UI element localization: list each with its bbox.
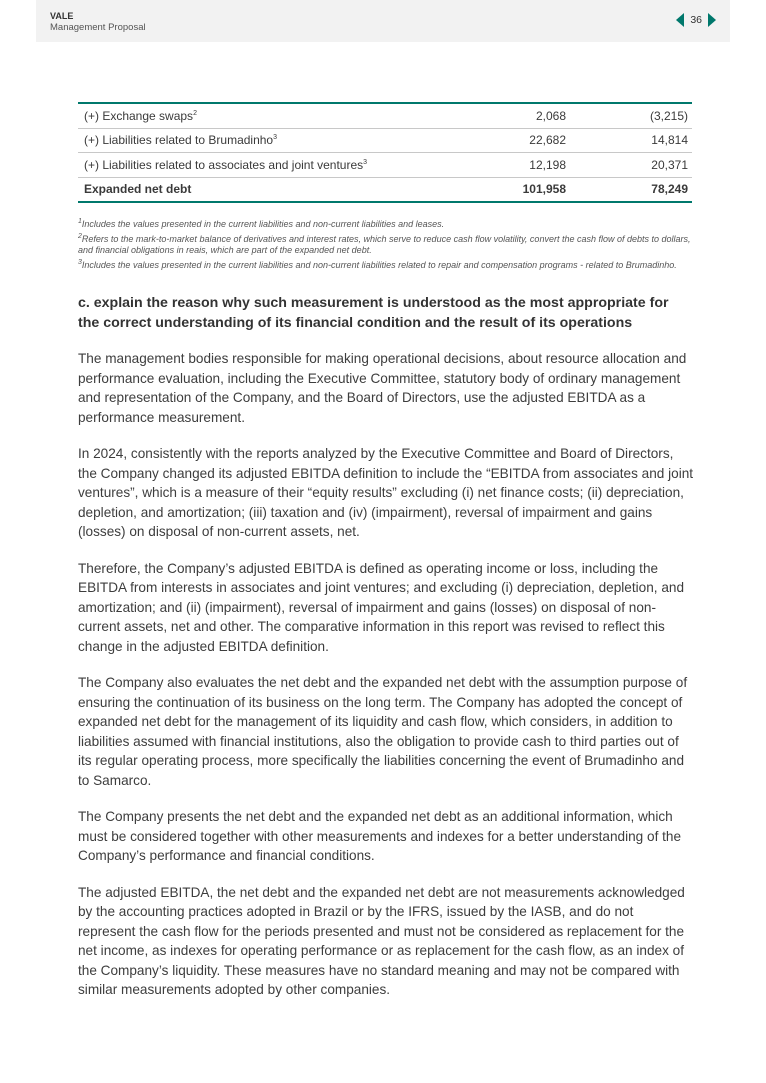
value-current: 101,958 xyxy=(522,182,566,197)
table-row xyxy=(78,103,692,128)
value-previous: (3,215) xyxy=(572,103,692,128)
page-navigation xyxy=(676,13,716,27)
paragraph: The adjusted EBITDA, the net debt and the expanded net debt are not measurements acknowledged by the accounting practices adopted in Brazil or by the IFRS, issued by the IASB, and do not represent the cash flow for the periods presented and must not be considered as replacement for the net income, as indexes for operating performance or as replacement for the cash flow, as an index of the Company’s liquidity. These measures have no standard meaning and may not be compared with similar measurements adopted by other companies. xyxy=(78,884,685,997)
value-previous: 78,249 xyxy=(651,182,688,197)
brand-name: VALE xyxy=(50,11,74,21)
table-row xyxy=(78,153,692,178)
paragraph: The Company also evaluates the net debt and the expanded net debt with the assumption purpose of ensuring the continuation of its business on the long term. The Company has adopted the concept of expanded net debt for the management of its liquidity and cash flow, which considers, in addition to liabilities assumed with financial institutions, also the obligation to provide cash to third parties out of its regular operating process, more specifically the liabilities concerning the event of Brumadinho and to Samarco. xyxy=(78,675,688,788)
table-row xyxy=(78,128,692,153)
value-previous: 14,814 xyxy=(572,128,692,153)
section-heading: c. explain the reason why such measurement is understood as the most appropriate for the correct understanding of its financial condition and the result of its operations xyxy=(78,295,669,331)
value-previous: 20,371 xyxy=(572,153,692,178)
footnote: $^2$Refers to the mark-to-market balance of derivatives and interest rates, which serve to reduce cash flow volatility, convert the cash flow of debts to dollars, and financial obligations in reais, which are part of the expanded net debt. xyxy=(78,232,691,255)
paragraph: The management bodies responsible for making operational decisions, about resource allocation and performance evaluation, including the Executive Committee, statutory body of ordinary management and representation of the Company, and the Board of Directors, use the adjusted EBITDA as a performance measurement. xyxy=(78,351,687,425)
expanded-net-debt-table xyxy=(78,102,692,203)
value-current: 2,068 xyxy=(460,103,572,128)
document-subtitle: Management Proposal xyxy=(50,22,146,33)
footnotes xyxy=(78,216,694,271)
paragraph: The Company presents the net debt and the expanded net debt as an additional information, which must be considered together with other measurements and indexes for a better understanding of the Company’s performance and financial conditions. xyxy=(78,809,682,863)
value-current: 22,682 xyxy=(460,128,572,153)
paragraph: Therefore, the Company’s adjusted EBITDA is defined as operating income or loss, including the EBITDA from interests in associates and joint ventures; and excluding (i) depreciation, depletion, and amortization; and (ii) (impairment), reversal of impairment and gains (losses) on disposal of non-current assets, net and other. The comparative information in this report was revised to reflect this change in the adjusted EBITDA definition. xyxy=(78,560,685,654)
previous-page-icon[interactable] xyxy=(676,13,684,27)
paragraph: In 2024, consistently with the reports analyzed by the Executive Committee and Board of Directors, the Company changed its adjusted EBITDA definition to include the “EBITDA from associates and joint ventures”, which is a measure of their “equity results” excluding (i) net finance costs; (ii) depreciation, depletion, and amortization; (iii) taxation and (iv) (impairment), reversal of impairment and gains (losses) on disposal of non-current assets, net. xyxy=(78,446,694,539)
row-label: (+) Liabilities related to associates and joint ventures$^3$ xyxy=(78,153,460,178)
row-label: Expanded net debt xyxy=(84,182,192,197)
footnote: $^3$Includes the values presented in the current liabilities and non-current liabilities related to repair and compensation programs - related to Brumadinho. xyxy=(78,258,677,270)
row-label: (+) Liabilities related to Brumadinho$^3$ xyxy=(78,128,460,153)
next-page-icon[interactable] xyxy=(708,13,716,27)
body-text xyxy=(78,349,694,1017)
table-row xyxy=(78,177,692,202)
value-current: 12,198 xyxy=(460,153,572,178)
row-label: (+) Exchange swaps$^2$ xyxy=(78,103,460,128)
footnote: $^1$Includes the values presented in the current liabilities and non-current liabilities and leases. xyxy=(78,218,445,229)
page-header xyxy=(36,0,730,42)
page-number: 36 xyxy=(690,14,702,26)
